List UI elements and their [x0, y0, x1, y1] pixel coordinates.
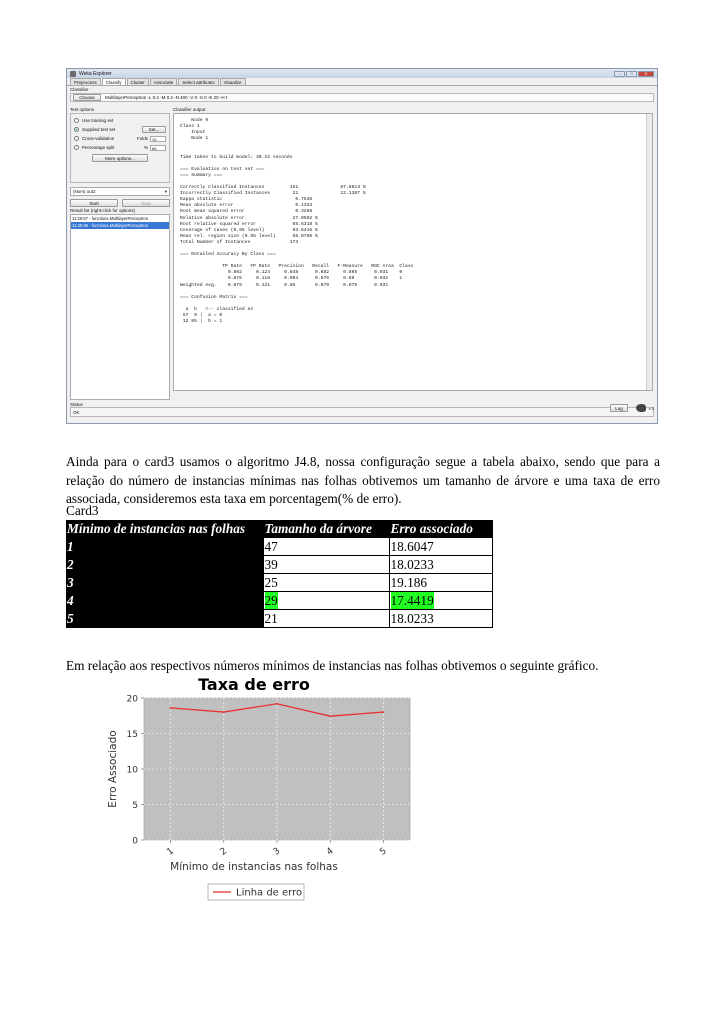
card-label: Card3: [66, 503, 99, 518]
scrollbar[interactable]: [646, 114, 652, 390]
y-tick-label: 0: [132, 836, 138, 847]
table-header: Erro associado: [389, 520, 492, 538]
window-titlebar: [67, 69, 657, 78]
table-cell: [389, 591, 492, 609]
weka-app-icon: [70, 71, 76, 77]
table-cell: 1: [66, 538, 263, 556]
x-tick-label: 5: [378, 846, 389, 858]
weka-bird-icon: [636, 404, 646, 412]
log-button[interactable]: Log: [610, 404, 628, 412]
option-percentage-split[interactable]: Percentage split % 66: [74, 143, 166, 152]
classifier-output-label: Classifier output: [173, 107, 206, 112]
radio-icon[interactable]: [74, 145, 79, 150]
classifier-command[interactable]: MultilayerPerceptron -L 0.2 -M 0.2 -N 400 -V 0 -S 0 -E 20 -H t: [105, 95, 228, 100]
stop-button[interactable]: Stop: [122, 199, 170, 207]
x-tick-label: 2: [218, 846, 230, 858]
status-bar: [70, 402, 654, 420]
table-cell: 5: [66, 609, 263, 627]
error-rate-chart: [94, 672, 414, 904]
x-tick-label: 4: [324, 846, 336, 858]
radio-icon[interactable]: [74, 118, 79, 123]
highlighted-value: 29: [264, 592, 278, 608]
weka-tabs: [67, 78, 657, 86]
table-cell: 19.186: [389, 573, 492, 591]
x-count: x 0: [648, 406, 654, 411]
table-header: Mínimo de instancias nas folhas: [66, 520, 263, 538]
y-tick-label: 15: [126, 730, 138, 740]
table-row-highlighted: [66, 591, 492, 609]
x-tick-label: 1: [165, 846, 176, 858]
radio-selected-icon[interactable]: [74, 127, 79, 132]
start-button[interactable]: Start: [70, 199, 118, 207]
table-cell: 39: [263, 555, 389, 573]
result-list[interactable]: [70, 214, 170, 400]
result-list-label: Result list (right-click for options): [70, 208, 136, 213]
close-button[interactable]: ✕: [638, 71, 654, 77]
table-cell: 21: [263, 609, 389, 627]
y-axis-label: Erro Associado: [107, 730, 119, 808]
table-cell: 18.6047: [389, 538, 492, 556]
data-point: [170, 707, 172, 709]
table-row: [66, 609, 492, 627]
paragraph-intro: Ainda para o card3 usamos o algoritmo J4.8, nossa configuração segue a tabela abaixo, sendo que para a relação do número de instancias mínimas nas folhas obtivemos um tamanho de árvore e uma taxa de erro associada, consideremos esta taxa em porcentagem(% de erro).: [66, 454, 660, 507]
table-cell: 18.0233: [389, 609, 492, 627]
paragraph-chart-intro: Em relação aos respectivos números mínimos de instancias nas folhas obtivemos o seguinte gráfico.: [66, 658, 599, 673]
x-tick-label: 3: [271, 846, 283, 858]
table-header: Tamanho da árvore: [263, 520, 389, 538]
choose-button[interactable]: Choose: [73, 94, 101, 101]
radio-icon[interactable]: [74, 136, 79, 141]
output-text: Node 0 Class 1 Input Node 1 Time taken to build model: 30.22 seconds === Evaluation on test set === === Summary === Correctly Classified Instances 152 87.8613 % Incorrectly Classified Instances 21 12.1387 % Kappa statistic 0.7546 Mean absolute error 0.1334 Root mean squared error 0.3258 Relative absolute error 27.0502 % Root relative squared error 65.6318 % Coverage of cases (0.95 level) 93.6416 % Mean rel. region size (0.95 level) 58.0705 % Total Number of Instances 173 === Detailed Accuracy By Class === TP Rate FP Rate Precision Recall F-Measure ROC Area Class 0.882 0.124 0.848 0.882 0.865 0.931 0 0.876 0.118 0.904 0.876 0.89 0.931 1 Weighted Avg. 0.879 0.121 0.88 0.879 0.879 0.931 === Confusion Matrix === a b <-- classified as 67 9 | a = 0 12 85 | b = 1: [180, 118, 414, 325]
classifier-row: [70, 93, 654, 102]
tab-classify[interactable]: Classify: [102, 78, 126, 85]
table-cell: 4: [66, 591, 263, 609]
more-options-button[interactable]: More options...: [92, 154, 148, 162]
set-button[interactable]: Set...: [142, 126, 166, 133]
legend-label: Linha de erro: [236, 887, 303, 899]
table-cell: 3: [66, 573, 263, 591]
class-select[interactable]: (Nom) out2 ▾: [70, 187, 170, 196]
maximize-button[interactable]: □: [626, 71, 637, 77]
option-supplied-test-set[interactable]: Supplied test set Set...: [74, 125, 166, 134]
data-point: [276, 703, 278, 705]
left-panel: [70, 106, 170, 396]
x-axis-label: Mínimo de instancias nas folhas: [170, 861, 338, 873]
folds-label: Folds: [136, 136, 148, 141]
minimize-button[interactable]: –: [614, 71, 625, 77]
table-row: [66, 538, 492, 556]
status-label: Status: [70, 402, 83, 407]
table-cell: 2: [66, 555, 263, 573]
tab-select-attributes[interactable]: Select attributes: [178, 78, 218, 85]
classifier-output[interactable]: [173, 113, 653, 391]
folds-field[interactable]: 10: [150, 136, 166, 142]
classifier-group-label: Classifier: [70, 87, 89, 92]
window-title: Weka Explorer: [79, 70, 112, 77]
percent-field[interactable]: 66: [150, 145, 166, 151]
y-tick-label: 20: [126, 694, 138, 705]
data-point: [223, 711, 225, 713]
data-point: [329, 715, 331, 717]
option-cross-validation[interactable]: Cross-validation Folds 10: [74, 134, 166, 143]
table-cell: 47: [263, 538, 389, 556]
table-row: [66, 573, 492, 591]
tab-cluster[interactable]: Cluster: [127, 78, 149, 85]
status-text: OK: [70, 407, 654, 417]
right-panel: [173, 106, 653, 396]
table-cell: 25: [263, 573, 389, 591]
chart-title: Taxa de erro: [198, 675, 310, 694]
results-table: [66, 520, 493, 628]
highlighted-value: 17.4419: [390, 592, 434, 608]
percent-label: %: [143, 145, 148, 150]
tab-associate[interactable]: Associate: [150, 78, 178, 85]
table-cell: 18.0233: [389, 555, 492, 573]
data-point: [383, 711, 385, 713]
table-header-row: [66, 520, 492, 538]
option-use-training-set[interactable]: Use training set: [74, 116, 166, 125]
tab-preprocess[interactable]: Preprocess: [70, 78, 101, 85]
test-options-panel: [70, 113, 170, 183]
test-options-label: Test options: [70, 107, 95, 112]
table-row: [66, 555, 492, 573]
list-item[interactable]: 11:30:46 - functions.MultilayerPerceptron: [71, 222, 169, 229]
tab-visualize[interactable]: Visualize: [220, 78, 246, 85]
chevron-down-icon: ▾: [164, 189, 167, 194]
y-tick-label: 10: [126, 765, 138, 776]
weka-screenshot: [66, 68, 658, 424]
y-tick-label: 5: [132, 801, 138, 811]
list-item[interactable]: 11:29:57 - functions.MultilayerPerceptron: [72, 216, 149, 221]
table-cell: [263, 591, 389, 609]
